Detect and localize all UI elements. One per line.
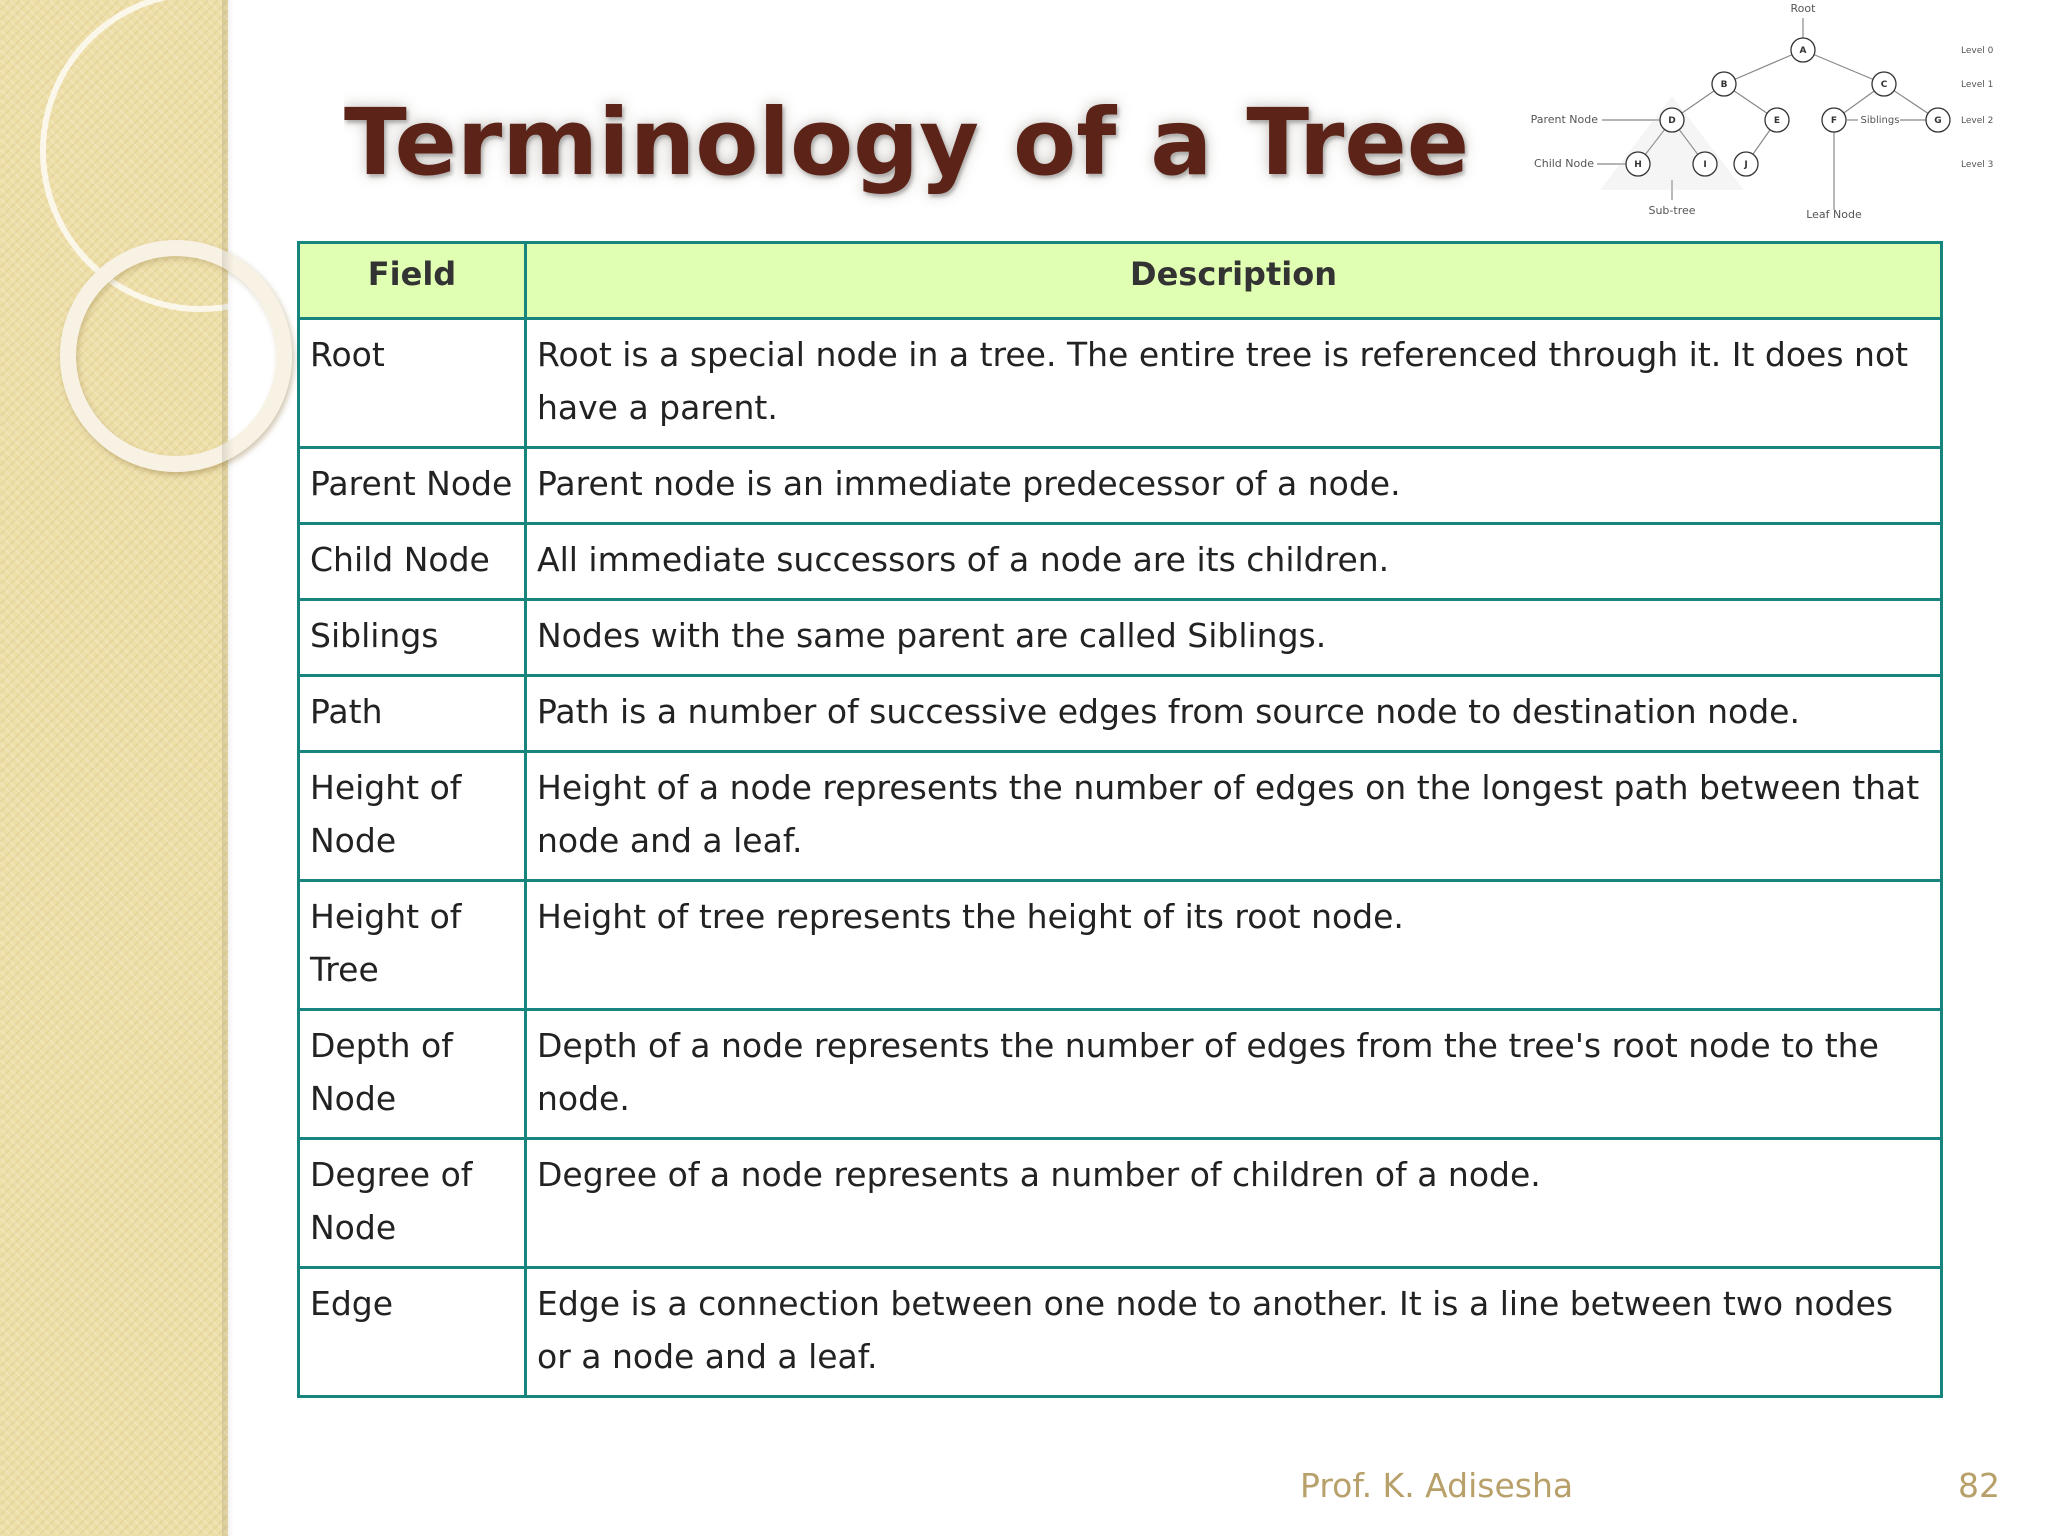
field-cell: Root [299, 319, 526, 448]
description-cell: All immediate successors of a node are its children. [526, 524, 1942, 600]
node-label: D [1668, 116, 1676, 126]
table-row [299, 319, 1942, 448]
field-cell: Degree of Node [299, 1139, 526, 1268]
node-label: I [1703, 160, 1707, 170]
root-label: Root [1790, 2, 1816, 15]
field-cell: Child Node [299, 524, 526, 600]
description-cell: Height of tree represents the height of its root node. [526, 881, 1942, 1010]
table-row [299, 752, 1942, 881]
table-row [299, 1268, 1942, 1397]
node-label: J [1744, 160, 1748, 170]
node-label: B [1720, 80, 1728, 90]
description-cell: Depth of a node represents the number of edges from the tree's root node to the node. [526, 1010, 1942, 1139]
level-label: Level 0 [1961, 46, 1994, 56]
parent-node-label: Parent Node [1530, 113, 1598, 126]
table-row [299, 676, 1942, 752]
level-label: Level 1 [1961, 80, 1994, 90]
description-cell: Edge is a connection between one node to another. It is a line between two nodes or a node and a leaf. [526, 1268, 1942, 1397]
field-cell: Siblings [299, 600, 526, 676]
slide-title: Terminology of a Tree [344, 89, 1470, 196]
node-label: C [1880, 80, 1888, 90]
terminology-table [297, 241, 1943, 1398]
node-label: F [1830, 116, 1838, 126]
level-label: Level 2 [1961, 116, 1994, 126]
sub-tree-label: Sub-tree [1648, 204, 1696, 217]
field-cell: Parent Node [299, 448, 526, 524]
description-cell: Degree of a node represents a number of children of a node. [526, 1139, 1942, 1268]
terminology-table-container [297, 241, 1943, 1398]
column-header-description: Description [526, 243, 1942, 319]
table-row [299, 1139, 1942, 1268]
page-number: 82 [1958, 1466, 2000, 1505]
table-row [299, 600, 1942, 676]
field-cell: Height of Node [299, 752, 526, 881]
level-label: Level 3 [1961, 160, 1994, 170]
node-label: G [1934, 116, 1942, 126]
description-cell: Nodes with the same parent are called Siblings. [526, 600, 1942, 676]
sidebar-shadow [222, 0, 234, 1536]
description-cell: Height of a node represents the number of edges on the longest path between that node and a leaf. [526, 752, 1942, 881]
table-row [299, 881, 1942, 1010]
column-header-field: Field [299, 243, 526, 319]
description-cell: Path is a number of successive edges from source node to destination node. [526, 676, 1942, 752]
field-cell: Edge [299, 1268, 526, 1397]
decorative-sidebar [0, 0, 228, 1536]
table-row [299, 524, 1942, 600]
footer-author: Prof. K. Adisesha [1300, 1466, 1574, 1505]
description-cell: Parent node is an immediate predecessor of a node. [526, 448, 1942, 524]
tree-diagram [1500, 0, 2010, 232]
field-cell: Depth of Node [299, 1010, 526, 1139]
field-cell: Height of Tree [299, 881, 526, 1010]
siblings-label: Siblings [1860, 115, 1900, 126]
field-cell: Path [299, 676, 526, 752]
table-header-row [299, 243, 1942, 319]
node-label: H [1634, 160, 1642, 170]
node-label: A [1799, 46, 1807, 56]
table-row [299, 1010, 1942, 1139]
leaf-node-label: Leaf Node [1806, 208, 1862, 221]
description-cell: Root is a special node in a tree. The entire tree is referenced through it. It does not have a parent. [526, 319, 1942, 448]
table-row [299, 448, 1942, 524]
node-label: E [1773, 116, 1781, 126]
decorative-ring-small [60, 240, 292, 472]
child-node-label: Child Node [1534, 157, 1594, 170]
